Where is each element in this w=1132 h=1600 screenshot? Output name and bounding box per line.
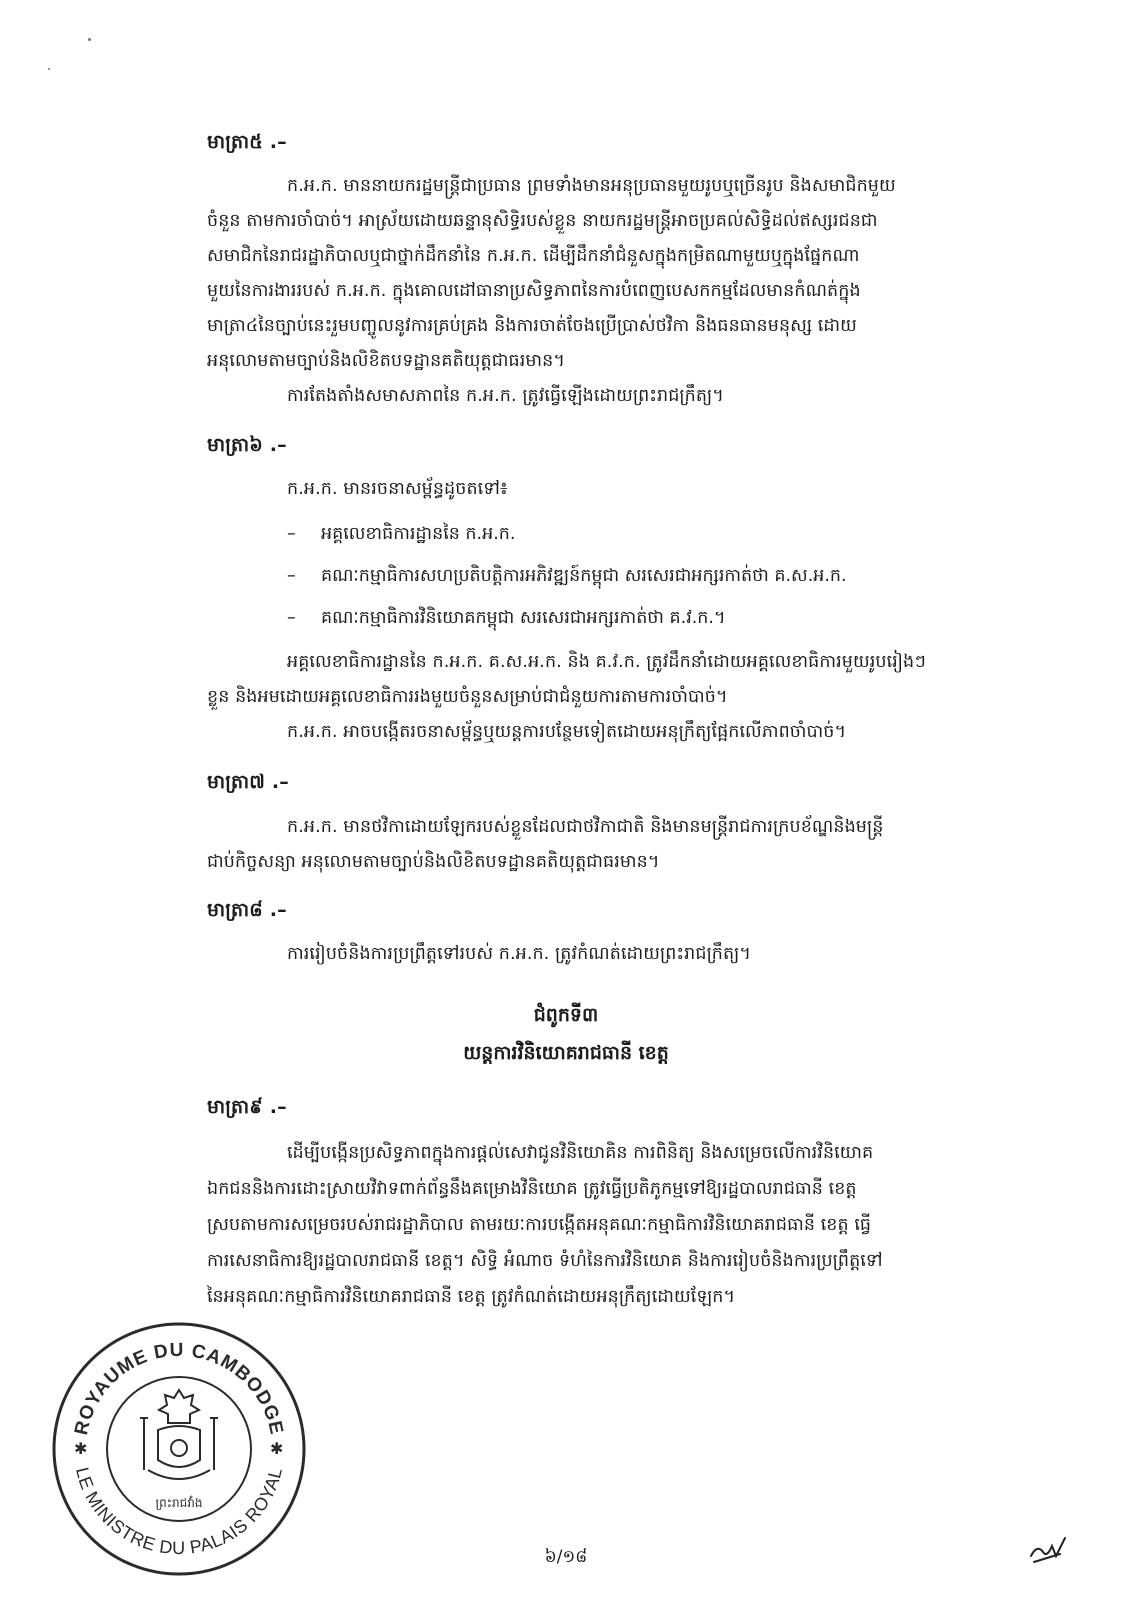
- seal-outer-ring: [54, 1324, 304, 1574]
- article-9-text-line: ការសេនាធិការឱ្យរដ្ឋបាលរាជធានី ខេត្ត។ សិទ្ធិ អំណាច ទំហំនៃការវិនិយោគ និងការរៀបចំនិងការប្រព្រឹត្តទៅ: [207, 1251, 883, 1271]
- article-5-text-line: មួយនៃការងាររបស់ ក.អ.ក. ក្នុងគោលដៅធានាប្រសិទ្ធភាពនៃការបំពេញបេសកកម្មដែលមានកំណត់ក្នុង: [207, 281, 861, 301]
- list-dash: –: [287, 566, 296, 586]
- article-6-text-line: ខ្លួន និងអមដោយអគ្គលេខាធិការរងមួយចំនួនសម្រាប់ជាជំនួយការតាមការចាំបាច់។: [207, 687, 728, 707]
- article-5-text-line: សមាជិកនៃរាជរដ្ឋាភិបាលឬជាថ្នាក់ដឹកនាំនៃ ក.អ.ក. ដើម្បីដឹកនាំជំនួសក្នុងកម្រិតណាមួយឬក្នុងផ្នែកណា: [207, 246, 860, 266]
- article-8-text-line: ការរៀបចំនិងការប្រព្រឹត្តទៅរបស់ ក.អ.ក. ត្រូវកំណត់ដោយព្រះរាជក្រឹត្យ។: [287, 944, 752, 964]
- structure-list-item: [287, 606, 726, 632]
- article-7-text-line: ក.អ.ក. មានថវិកាដោយឡែករបស់ខ្លួនដែលជាថវិកាជាតិ និងមានមន្ត្រីរាជការក្របខ័ណ្ឌនិងមន្ត្រី: [287, 817, 884, 837]
- article-6-heading: មាត្រា៦ .–: [207, 434, 287, 456]
- handwritten-initials-icon: [1028, 1536, 1068, 1566]
- article-9-text-line: ឯកជននិងការដោះស្រាយវិវាទពាក់ព័ន្ធនឹងគម្រោងវិនិយោគ ត្រូវធ្វើប្រតិភូកម្មទៅឱ្យរដ្ឋបាលរាជធានី ខេត្ត: [207, 1179, 857, 1199]
- article-6-text-line: អគ្គលេខាធិការដ្ឋាននៃ ក.អ.ក. គ.ស.អ.ក. និង គ.វ.ក. ត្រូវដឹកនាំដោយអគ្គលេខាធិការមួយរូបរៀងៗ: [287, 652, 926, 672]
- chapter-number: ជំពូកទី៣: [533, 1004, 599, 1026]
- list-item-text: គណៈកម្មាធិការសហប្រតិបត្តិការអភិវឌ្ឍន៍កម្ពុជា សរសេរជាអក្សរកាត់ថា គ.ស.អ.ក.: [321, 566, 847, 586]
- article-5-text-line: មាត្រា៤នៃច្បាប់នេះរួមបញ្ចូលនូវការគ្រប់គ្រង និងការចាត់ចែងប្រើប្រាស់ថវិកា និងធនធានមនុស្ស ដោយ: [207, 316, 857, 336]
- article-5-text-line: ក.អ.ក. មាននាយករដ្ឋមន្ត្រីជាប្រធាន ព្រមទាំងមានអនុប្រធានមួយរូបឬច្រើនរូប និងសមាជិកមួយ: [287, 176, 896, 196]
- seal-star-right-icon: ✱: [270, 1439, 284, 1458]
- scan-speck: [48, 68, 50, 70]
- list-item-text: អគ្គលេខាធិការដ្ឋាននៃ ក.អ.ក.: [321, 524, 516, 544]
- article-9-text-line: នៃអនុគណៈកម្មាធិការវិនិយោគរាជធានី ខេត្ត ត្រូវកំណត់ដោយអនុក្រឹត្យដោយឡែក។: [207, 1287, 736, 1307]
- article-9-text-line: ស្របតាមការសម្រេចរបស់រាជរដ្ឋាភិបាល តាមរយៈការបង្កើតអនុគណៈកម្មាធិការវិនិយោគរាជធានី ខេត្ត ធ្វើ: [207, 1215, 872, 1235]
- seal-star-left-icon: ✱: [74, 1439, 88, 1458]
- list-dash: –: [287, 524, 296, 544]
- seal-bottom-text: LE MINISTRE DU PALAIS ROYAL: [71, 1465, 287, 1559]
- article-5-appointment-line: ការតែងតាំងសមាសភាពនៃ ក.អ.ក. ត្រូវធ្វើឡើងដោយព្រះរាជក្រឹត្យ។: [287, 386, 724, 406]
- article-8-heading: មាត្រា៨ .–: [207, 899, 287, 921]
- chapter-title: យន្តការវិនិយោគរាជធានី ខេត្ត: [463, 1042, 669, 1064]
- article-7-heading: មាត្រា៧ .–: [207, 771, 289, 793]
- structure-list-item: [287, 522, 515, 548]
- article-5-heading: មាត្រា៥ .–: [207, 131, 287, 153]
- article-5-text-line: ចំនួន តាមការចាំបាច់។ អាស្រ័យដោយឆន្ទានុសិទ្ធិរបស់ខ្លួន នាយករដ្ឋមន្ត្រីអាចប្រគល់សិទ្ធិដល់ឥស្សរជនជា: [207, 211, 878, 231]
- royal-coat-of-arms-icon: [140, 1390, 218, 1479]
- seal-inner-label: ព្រះរាជវាំង: [155, 1496, 203, 1510]
- list-item-text: គណៈកម្មាធិការវិនិយោគកម្ពុជា សរសេរជាអក្សរកាត់ថា គ.វ.ក.។: [321, 608, 726, 628]
- page-number: ៦/១៨: [544, 1547, 588, 1567]
- article-9-heading: មាត្រា៩ .–: [207, 1096, 287, 1118]
- royal-palace-seal: [48, 1318, 310, 1580]
- list-dash: –: [287, 608, 296, 628]
- seal-top-text: ROYAUME DU CAMBODGE: [71, 1339, 287, 1438]
- structure-list-item: [287, 564, 847, 590]
- article-5-text-line: អនុលោមតាមច្បាប់និងលិខិតបទដ្ឋានគតិយុត្តជាធរមាន។: [207, 351, 565, 371]
- article-6-text-line: ក.អ.ក. អាចបង្កើតរចនាសម្ព័ន្ធឬយន្តការបន្ថែមទៀតដោយអនុក្រឹត្យផ្អែកលើភាពចាំបាច់។: [287, 722, 847, 742]
- article-6-intro: ក.អ.ក. មានរចនាសម្ព័ន្ធដូចតទៅ៖: [287, 479, 508, 499]
- article-7-text-line: ជាប់កិច្ចសន្យា អនុលោមតាមច្បាប់និងលិខិតបទដ្ឋានគតិយុត្តជាធរមាន។: [207, 852, 660, 872]
- article-9-text-line: ដើម្បីបង្កើនប្រសិទ្ធភាពក្នុងការផ្តល់សេវាជូនវិនិយោគិន ការពិនិត្យ និងសម្រេចលើការវិនិយោគ: [287, 1143, 874, 1163]
- scan-speck: [88, 38, 91, 41]
